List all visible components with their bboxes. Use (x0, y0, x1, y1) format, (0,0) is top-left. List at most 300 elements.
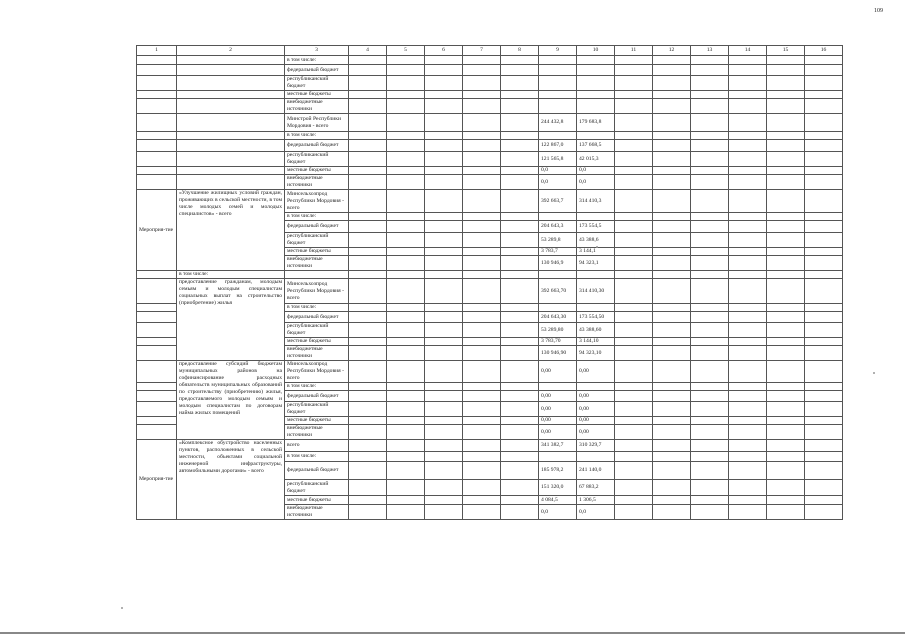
empty-cell (387, 304, 425, 312)
empty-cell (805, 167, 843, 175)
empty-cell (691, 417, 729, 425)
value-col10-cell (577, 213, 615, 221)
value-col9-cell: 3 783,7 (539, 248, 577, 256)
empty-cell (425, 462, 463, 480)
empty-cell (615, 248, 653, 256)
empty-cell (653, 175, 691, 190)
empty-cell (425, 279, 463, 304)
empty-cell (615, 304, 653, 312)
empty-cell (691, 304, 729, 312)
empty-cell (653, 383, 691, 391)
empty-cell (387, 221, 425, 233)
measure-description-cell: предоставление субсидий бюджетам муниципальных районов на софинансирование расходных обязательств муниципальных образований по строительству (приобретению) жилья, предоставляемого молодым семьям и молодым специалистам по договорам найма жилых помещений (177, 361, 285, 440)
empty-cell (805, 323, 843, 338)
measure-type-cell: Мероприя-тие (137, 440, 177, 520)
empty-cell (767, 279, 805, 304)
empty-cell (425, 425, 463, 440)
empty-cell (501, 140, 539, 152)
empty-cell (729, 312, 767, 323)
measure-type-cell (137, 402, 177, 417)
value-col10-cell: 1 306,5 (577, 496, 615, 505)
empty-cell (805, 417, 843, 425)
scan-speck (873, 372, 875, 374)
empty-cell (349, 279, 387, 304)
empty-cell (729, 248, 767, 256)
empty-cell (805, 76, 843, 91)
empty-cell (501, 65, 539, 76)
measure-type-cell (137, 56, 177, 65)
value-col10-cell: 67 883,2 (577, 480, 615, 496)
empty-cell (805, 114, 843, 132)
empty-cell (387, 91, 425, 99)
empty-cell (387, 175, 425, 190)
empty-cell (615, 221, 653, 233)
value-col9-cell: 0,0 (539, 175, 577, 190)
funding-source-cell: внебюджетные источники (285, 425, 349, 440)
empty-cell (425, 271, 463, 279)
empty-cell (729, 114, 767, 132)
funding-source-cell: внебюджетные источники (285, 505, 349, 520)
funding-source-cell: Минсельхозпрод Республики Мордовия - всего (285, 279, 349, 304)
empty-cell (501, 338, 539, 346)
empty-cell (463, 323, 501, 338)
empty-cell (463, 248, 501, 256)
empty-cell (767, 346, 805, 361)
value-col9-cell (539, 91, 577, 99)
empty-cell (767, 452, 805, 462)
value-col9-cell (539, 56, 577, 65)
empty-cell (463, 346, 501, 361)
empty-cell (767, 132, 805, 140)
value-col9-cell: 0,0 (539, 505, 577, 520)
empty-cell (653, 361, 691, 383)
measure-description-cell: «Улучшение жилищных условий граждан, проживающих в сельской местности, в том числе молодых семей и молодых специалистов» - всего (177, 190, 285, 271)
empty-cell (463, 440, 501, 452)
empty-cell (729, 91, 767, 99)
empty-cell (501, 440, 539, 452)
empty-cell (463, 462, 501, 480)
empty-cell (349, 338, 387, 346)
empty-cell (653, 213, 691, 221)
empty-cell (387, 338, 425, 346)
empty-cell (387, 167, 425, 175)
empty-cell (805, 152, 843, 167)
empty-cell (805, 213, 843, 221)
empty-cell (349, 152, 387, 167)
measure-type-cell (137, 175, 177, 190)
value-col10-cell: 314 410,3 (577, 190, 615, 213)
empty-cell (729, 505, 767, 520)
empty-cell (501, 417, 539, 425)
empty-cell (425, 361, 463, 383)
empty-cell (615, 323, 653, 338)
empty-cell (653, 323, 691, 338)
empty-cell (425, 256, 463, 271)
header-cell: 10 (577, 46, 615, 56)
empty-cell (729, 480, 767, 496)
funding-source-cell: республиканский бюджет (285, 323, 349, 338)
value-col9-cell: 53 289,8 (539, 233, 577, 248)
empty-cell (729, 462, 767, 480)
empty-cell (729, 402, 767, 417)
empty-cell (691, 175, 729, 190)
empty-cell (805, 271, 843, 279)
empty-cell (691, 76, 729, 91)
header-cell: 14 (729, 46, 767, 56)
empty-cell (615, 425, 653, 440)
empty-cell (805, 312, 843, 323)
empty-cell (691, 391, 729, 402)
value-col9-cell: 0,0 (539, 167, 577, 175)
empty-cell (767, 256, 805, 271)
value-col9-cell: 392 663,7 (539, 190, 577, 213)
empty-cell (653, 99, 691, 114)
empty-cell (729, 391, 767, 402)
empty-cell (501, 152, 539, 167)
empty-cell (767, 213, 805, 221)
empty-cell (805, 338, 843, 346)
empty-cell (463, 417, 501, 425)
empty-cell (805, 190, 843, 213)
empty-cell (615, 152, 653, 167)
empty-cell (653, 256, 691, 271)
empty-cell (653, 346, 691, 361)
empty-cell (767, 99, 805, 114)
empty-cell (615, 213, 653, 221)
empty-cell (691, 140, 729, 152)
empty-cell (729, 99, 767, 114)
empty-cell (729, 279, 767, 304)
empty-cell (615, 383, 653, 391)
empty-cell (387, 114, 425, 132)
empty-cell (615, 312, 653, 323)
empty-cell (691, 440, 729, 452)
value-col10-cell: 0,00 (577, 391, 615, 402)
funding-source-cell: местные бюджеты (285, 338, 349, 346)
empty-cell (615, 91, 653, 99)
empty-cell (691, 167, 729, 175)
empty-cell (463, 480, 501, 496)
value-col9-cell (539, 304, 577, 312)
empty-cell (463, 425, 501, 440)
empty-cell (653, 417, 691, 425)
value-col9-cell: 392 663,70 (539, 279, 577, 304)
empty-cell (615, 256, 653, 271)
empty-cell (691, 213, 729, 221)
measure-type-cell (137, 152, 177, 167)
empty-cell (501, 91, 539, 99)
empty-cell (767, 114, 805, 132)
value-col9-cell: 3 783,70 (539, 338, 577, 346)
empty-cell (387, 99, 425, 114)
funding-source-cell: в том числе: (285, 452, 349, 462)
empty-cell (653, 152, 691, 167)
empty-cell (767, 140, 805, 152)
empty-cell (691, 221, 729, 233)
empty-cell (425, 114, 463, 132)
header-cell: 5 (387, 46, 425, 56)
empty-cell (691, 462, 729, 480)
empty-cell (767, 152, 805, 167)
empty-cell (425, 452, 463, 462)
empty-cell (501, 505, 539, 520)
empty-cell (691, 505, 729, 520)
empty-cell (501, 391, 539, 402)
empty-cell (691, 91, 729, 99)
funding-source-cell: в том числе: (285, 132, 349, 140)
measure-type-cell (137, 383, 177, 391)
empty-cell (501, 361, 539, 383)
empty-cell (729, 452, 767, 462)
empty-cell (425, 233, 463, 248)
empty-cell (387, 480, 425, 496)
empty-cell (805, 233, 843, 248)
empty-cell (349, 91, 387, 99)
empty-cell (615, 346, 653, 361)
funding-source-cell: всего (285, 440, 349, 452)
empty-cell (501, 425, 539, 440)
measure-type-cell (137, 65, 177, 76)
empty-cell (805, 99, 843, 114)
empty-cell (387, 346, 425, 361)
empty-cell (767, 462, 805, 480)
empty-cell (691, 132, 729, 140)
measure-description-cell (177, 91, 285, 99)
empty-cell (425, 391, 463, 402)
empty-cell (691, 152, 729, 167)
empty-cell (425, 140, 463, 152)
table-row (137, 279, 843, 304)
empty-cell (615, 496, 653, 505)
empty-cell (387, 312, 425, 323)
table-row (137, 65, 843, 76)
value-col10-cell: 310 329,7 (577, 440, 615, 452)
empty-cell (653, 505, 691, 520)
empty-cell (387, 505, 425, 520)
empty-cell (349, 99, 387, 114)
empty-cell (387, 361, 425, 383)
measure-type-cell (137, 312, 177, 323)
empty-cell (615, 114, 653, 132)
funding-source-cell: Минсельхозпрод Республики Мордовия - всего (285, 190, 349, 213)
value-col9-cell: 204 643,3 (539, 221, 577, 233)
funding-source-cell (285, 271, 349, 279)
table-row (137, 175, 843, 190)
empty-cell (349, 190, 387, 213)
measure-type-cell (137, 361, 177, 383)
empty-cell (691, 338, 729, 346)
value-col10-cell: 0,0 (577, 175, 615, 190)
empty-cell (653, 140, 691, 152)
value-col10-cell (577, 65, 615, 76)
table-row (137, 440, 843, 452)
empty-cell (501, 167, 539, 175)
value-col10-cell (577, 383, 615, 391)
empty-cell (805, 91, 843, 99)
empty-cell (767, 221, 805, 233)
empty-cell (463, 361, 501, 383)
empty-cell (349, 361, 387, 383)
funding-source-cell: внебюджетные источники (285, 346, 349, 361)
empty-cell (425, 99, 463, 114)
empty-cell (387, 56, 425, 65)
value-col9-cell: 341 382,7 (539, 440, 577, 452)
table-row (137, 132, 843, 140)
value-col9-cell: 130 946,90 (539, 346, 577, 361)
empty-cell (767, 391, 805, 402)
funding-source-cell: республиканский бюджет (285, 152, 349, 167)
empty-cell (463, 167, 501, 175)
empty-cell (691, 480, 729, 496)
empty-cell (729, 496, 767, 505)
empty-cell (349, 425, 387, 440)
empty-cell (653, 391, 691, 402)
empty-cell (691, 452, 729, 462)
empty-cell (387, 323, 425, 338)
empty-cell (767, 271, 805, 279)
value-col10-cell (577, 452, 615, 462)
empty-cell (501, 312, 539, 323)
empty-cell (349, 312, 387, 323)
empty-cell (729, 190, 767, 213)
empty-cell (463, 312, 501, 323)
empty-cell (767, 323, 805, 338)
empty-cell (463, 65, 501, 76)
empty-cell (653, 190, 691, 213)
empty-cell (615, 56, 653, 65)
funding-source-cell: в том числе: (285, 383, 349, 391)
header-cell: 2 (177, 46, 285, 56)
empty-cell (349, 417, 387, 425)
empty-cell (425, 505, 463, 520)
header-cell: 7 (463, 46, 501, 56)
empty-cell (349, 346, 387, 361)
empty-cell (615, 140, 653, 152)
empty-cell (691, 233, 729, 248)
empty-cell (805, 452, 843, 462)
measure-description-cell (177, 99, 285, 114)
empty-cell (767, 496, 805, 505)
empty-cell (349, 213, 387, 221)
empty-cell (501, 323, 539, 338)
empty-cell (691, 496, 729, 505)
funding-source-cell: местные бюджеты (285, 248, 349, 256)
value-col9-cell: 0,00 (539, 361, 577, 383)
empty-cell (729, 440, 767, 452)
empty-cell (691, 256, 729, 271)
empty-cell (767, 233, 805, 248)
empty-cell (653, 56, 691, 65)
empty-cell (425, 248, 463, 256)
empty-cell (729, 417, 767, 425)
empty-cell (463, 256, 501, 271)
empty-cell (463, 114, 501, 132)
scan-speck (121, 607, 123, 609)
measure-description-cell (177, 114, 285, 132)
empty-cell (425, 56, 463, 65)
empty-cell (653, 271, 691, 279)
measure-description-cell: предоставление гражданам, молодым семьям и молодым специалистам социальных выплат на строительство (приобретение) жилья (177, 279, 285, 361)
measure-description-cell (177, 132, 285, 140)
empty-cell (425, 323, 463, 338)
funding-source-cell: республиканский бюджет (285, 233, 349, 248)
measure-type-cell (137, 304, 177, 312)
measure-type-cell (137, 417, 177, 425)
value-col10-cell: 3 144,10 (577, 338, 615, 346)
empty-cell (501, 462, 539, 480)
empty-cell (767, 338, 805, 346)
empty-cell (615, 338, 653, 346)
empty-cell (729, 346, 767, 361)
funding-source-cell: республиканский бюджет (285, 480, 349, 496)
empty-cell (805, 248, 843, 256)
empty-cell (615, 480, 653, 496)
empty-cell (425, 175, 463, 190)
empty-cell (805, 304, 843, 312)
empty-cell (691, 346, 729, 361)
value-col10-cell: 241 140,0 (577, 462, 615, 480)
empty-cell (425, 132, 463, 140)
empty-cell (691, 279, 729, 304)
empty-cell (501, 233, 539, 248)
empty-cell (387, 440, 425, 452)
empty-cell (805, 256, 843, 271)
empty-cell (387, 140, 425, 152)
header-cell: 11 (615, 46, 653, 56)
funding-source-cell: внебюджетные источники (285, 256, 349, 271)
empty-cell (615, 279, 653, 304)
funding-source-cell: республиканский бюджет (285, 76, 349, 91)
empty-cell (425, 213, 463, 221)
table-row (137, 76, 843, 91)
empty-cell (463, 91, 501, 99)
empty-cell (463, 383, 501, 391)
empty-cell (691, 65, 729, 76)
value-col10-cell: 0,00 (577, 402, 615, 417)
empty-cell (349, 480, 387, 496)
empty-cell (767, 383, 805, 391)
header-cell: 1 (137, 46, 177, 56)
empty-cell (805, 346, 843, 361)
funding-source-cell: местные бюджеты (285, 496, 349, 505)
value-col9-cell: 122 867,0 (539, 140, 577, 152)
empty-cell (615, 417, 653, 425)
funding-source-cell: в том числе: (285, 304, 349, 312)
table-row (137, 152, 843, 167)
empty-cell (425, 91, 463, 99)
value-col9-cell: 53 289,80 (539, 323, 577, 338)
empty-cell (349, 140, 387, 152)
funding-source-cell: внебюджетные источники (285, 99, 349, 114)
empty-cell (425, 312, 463, 323)
funding-source-cell: федеральный бюджет (285, 140, 349, 152)
value-col9-cell (539, 65, 577, 76)
empty-cell (729, 256, 767, 271)
empty-cell (387, 256, 425, 271)
empty-cell (349, 323, 387, 338)
empty-cell (349, 391, 387, 402)
empty-cell (349, 76, 387, 91)
value-col9-cell: 0,00 (539, 425, 577, 440)
empty-cell (653, 440, 691, 452)
empty-cell (767, 175, 805, 190)
empty-cell (501, 383, 539, 391)
value-col10-cell: 0,00 (577, 361, 615, 383)
empty-cell (653, 462, 691, 480)
empty-cell (349, 505, 387, 520)
scan-edge-line (0, 632, 905, 634)
empty-cell (425, 402, 463, 417)
